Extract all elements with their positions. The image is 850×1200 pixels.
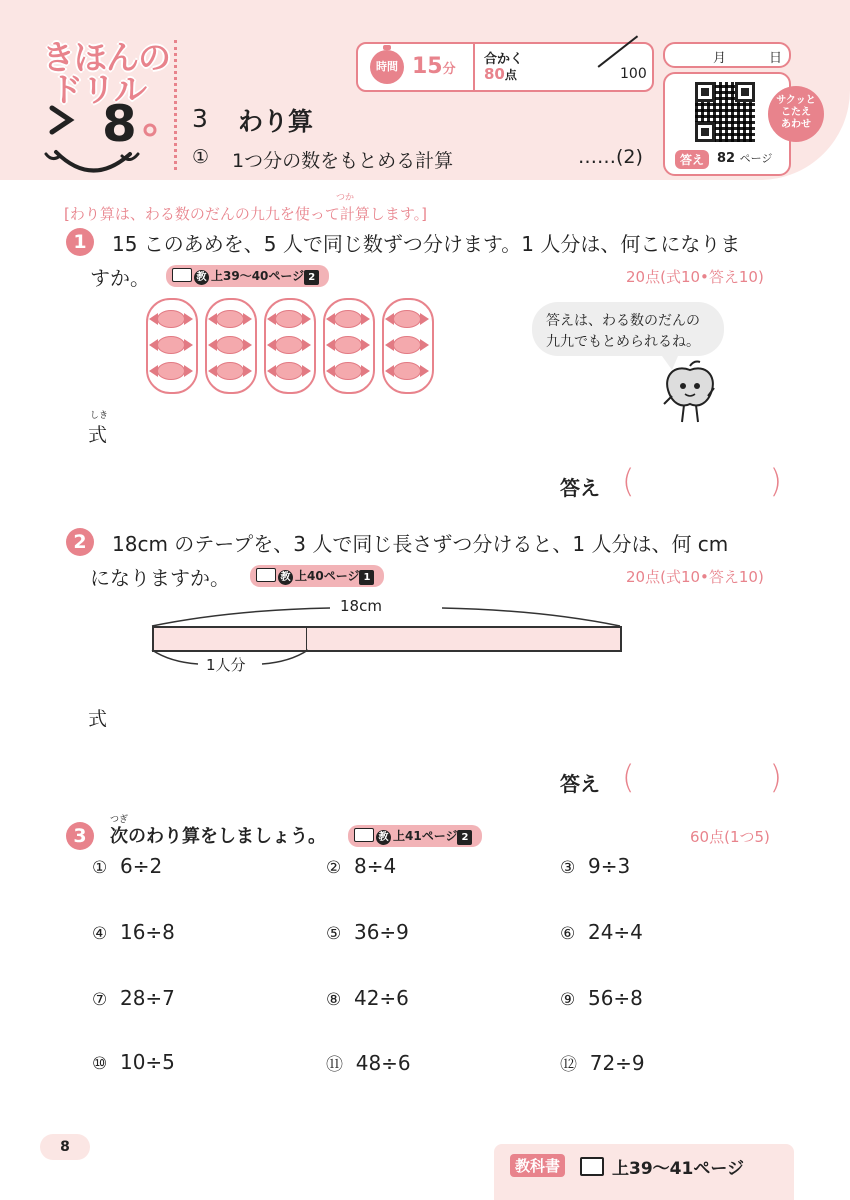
score-max: 100 [620, 66, 647, 82]
book-icon [580, 1157, 604, 1176]
hint-ruby: つか [336, 193, 355, 203]
candy-icon [216, 310, 244, 328]
question-2-text-line2: になりますか。 [90, 566, 230, 590]
candy-icon [216, 362, 244, 380]
date-month-label: 月 [713, 51, 727, 66]
candy-icon [275, 310, 303, 328]
candy-icon [393, 336, 421, 354]
question-3-textbook-ref[interactable]: 教 上41ページ 2 [348, 825, 482, 847]
problem-item[interactable]: ② 8÷4 [326, 854, 397, 878]
question-2-answer-label: 答え [560, 772, 600, 796]
question-2-text-line1: 18cm のテープを、3 人で同じ長さずつ分けると、1 人分は、何 cm [112, 532, 729, 556]
problem-item[interactable]: ① 6÷2 [92, 854, 163, 878]
pass-label: 合かく [484, 52, 524, 67]
pass-score: 80点 [484, 65, 517, 83]
candy-icon [157, 310, 185, 328]
header-divider [174, 40, 177, 170]
question-2-textbook-ref[interactable]: 教 上40ページ 1 [250, 565, 384, 587]
problem-item[interactable]: ⑥ 24÷4 [560, 920, 643, 944]
date-day-label: 日 [769, 51, 783, 66]
problem-item[interactable]: ⑫ 72÷9 [560, 1051, 645, 1075]
question-1-text-line1: 15 このあめを、5 人で同じ数ずつ分けます。1 人分は、何こになりま [112, 232, 741, 256]
question-2-formula-label: 式 [88, 708, 108, 730]
answer-badge: 答え [675, 150, 709, 169]
candy-group [382, 298, 434, 394]
lesson-title: わり算 [238, 107, 314, 136]
stopwatch-icon: 時間 [370, 50, 404, 84]
lesson-number: 3 [192, 104, 208, 133]
candy-icon [275, 362, 303, 380]
question-2-points: 20点(式10•答え10) [626, 568, 764, 586]
apple-character-icon [660, 360, 720, 432]
logo-title-line1: きほんの [42, 38, 170, 77]
logo-number: 8 [102, 96, 137, 153]
candy-icon [334, 336, 362, 354]
question-3-ruby: つぎ [110, 815, 129, 825]
textbook-pages: 上39〜41ページ [612, 1159, 744, 1179]
candy-icon [334, 310, 362, 328]
question-2-mark: 2 [66, 528, 94, 556]
question-1-answer-field[interactable]: ( ) [622, 462, 782, 500]
subsection-number: ① [192, 146, 210, 168]
candy-icon [393, 310, 421, 328]
problem-item[interactable]: ③ 9÷3 [560, 854, 631, 878]
question-1-textbook-ref[interactable]: 教 上39〜40ページ 2 [166, 265, 329, 287]
textbook-footer [494, 1144, 794, 1200]
page-number: 8 [40, 1134, 90, 1160]
question-2-answer-field[interactable]: ( ) [622, 758, 782, 796]
quick-check-badge[interactable]: サクッと こたえ あわせ [768, 86, 824, 142]
problem-item[interactable]: ⑦ 28÷7 [92, 986, 175, 1010]
question-1-text-line2: すか。 [90, 266, 150, 290]
textbook-icon: 教 [376, 830, 391, 845]
candy-icon [334, 362, 362, 380]
subsection-title: 1つ分の数をもとめる計算 [232, 150, 454, 172]
logo-title-line2: ドリル [50, 70, 146, 109]
time-score-box [356, 42, 654, 92]
problem-item[interactable]: ④ 16÷8 [92, 920, 175, 944]
hint-text: [わり算は、わる数のだんの九九を使って計算します。] [64, 205, 428, 223]
book-icon [256, 568, 276, 582]
candy-icon [157, 336, 185, 354]
problem-item[interactable]: ⑩ 10÷5 [92, 1050, 175, 1074]
textbook-icon: 教 [278, 570, 293, 585]
question-1-formula-label: 式 [88, 424, 108, 446]
time-limit: 15分 [412, 54, 456, 79]
answer-page: 82 ページ [717, 151, 773, 166]
tape-part-label: 1人分 [206, 656, 246, 674]
candy-group [205, 298, 257, 394]
candy-group [146, 298, 198, 394]
book-icon [172, 268, 192, 282]
tape-total-brace [150, 596, 622, 628]
date-field[interactable] [663, 42, 791, 68]
problem-item[interactable]: ⑨ 56÷8 [560, 986, 643, 1010]
qr-code-icon[interactable] [695, 82, 755, 142]
shiki-ruby: しき [90, 411, 109, 421]
question-1-answer-label: 答え [560, 476, 600, 500]
candy-icon [393, 362, 421, 380]
textbook-icon: 教 [194, 270, 209, 285]
candy-icon [157, 362, 185, 380]
speech-bubble: 答えは、わる数のだんの 九九でもとめられるね。 [532, 302, 724, 356]
question-3-text: 次のわり算をしましょう。 [110, 826, 326, 847]
question-3-mark: 3 [66, 822, 94, 850]
candy-group [264, 298, 316, 394]
textbook-label: 教科書 [510, 1154, 565, 1177]
question-1-points: 20点(式10•答え10) [626, 268, 764, 286]
question-3-points: 60点(1つ5) [690, 828, 770, 846]
logo-face-icon [42, 96, 172, 180]
tape-total-label: 18cm [340, 597, 382, 615]
problem-item[interactable]: ⑤ 36÷9 [326, 920, 409, 944]
problem-item[interactable]: ⑧ 42÷6 [326, 986, 409, 1010]
subsection-part: ……(2) [578, 146, 643, 168]
question-1-mark: 1 [66, 228, 94, 256]
candy-icon [216, 336, 244, 354]
candy-group [323, 298, 375, 394]
problem-item[interactable]: ⑪ 48÷6 [326, 1051, 411, 1075]
book-icon [354, 828, 374, 842]
candy-icon [275, 336, 303, 354]
